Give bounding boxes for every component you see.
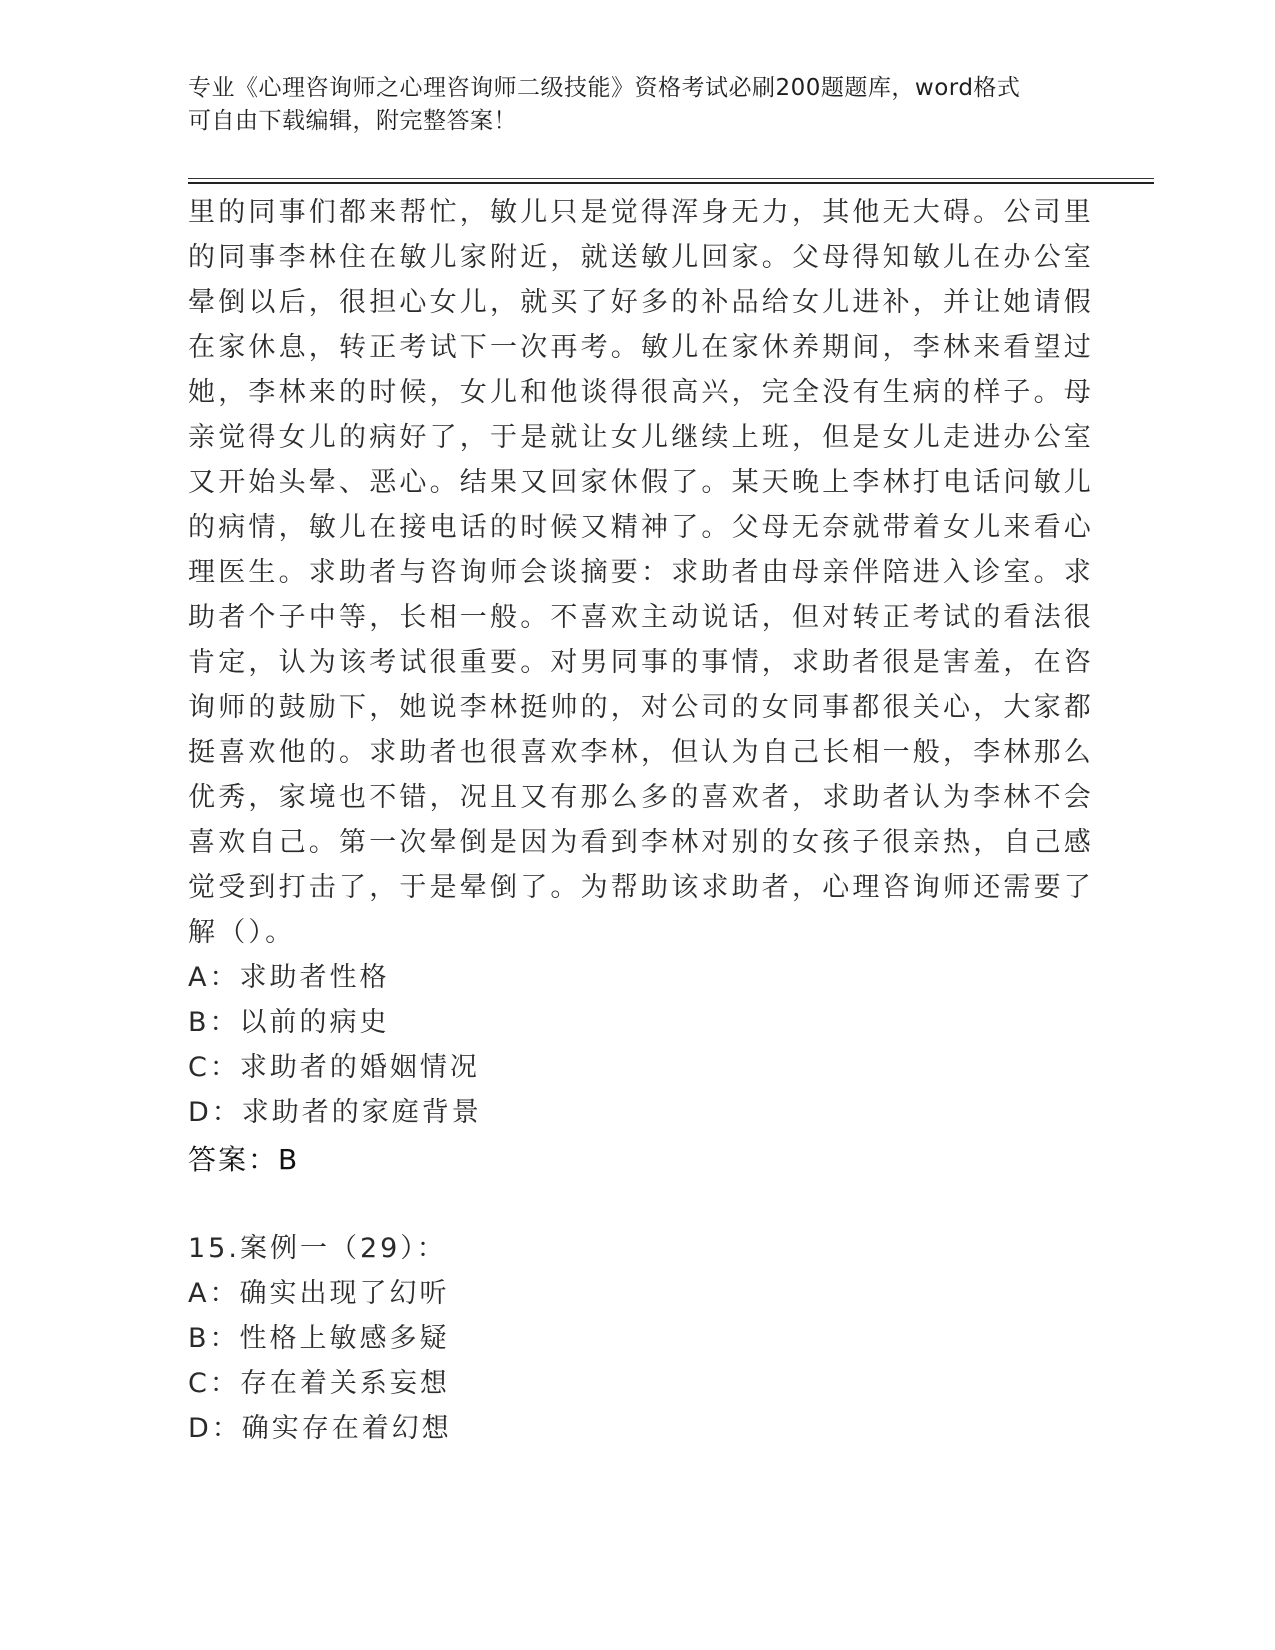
option-b: B：以前的病史 [188, 1007, 390, 1038]
option-d: D：确实存在着幻想 [188, 1413, 452, 1444]
option-a: A：求助者性格 [188, 962, 390, 993]
question-15-title: 15.案例一（29）： [188, 1233, 447, 1264]
stem-line: 的同事李林住在敏儿家附近，就送敏儿回家。父母得知敏儿在办公室 [188, 242, 1094, 273]
header-line-1: 专业《心理咨询师之心理咨询师二级技能》资格考试必刷200题题库，word格式 [188, 75, 1021, 101]
header-divider-thick [188, 182, 1154, 184]
stem-line: 解（）。 [188, 917, 296, 948]
question-14-options [188, 955, 1068, 1135]
stem-line: 亲觉得女儿的病好了，于是就让女儿继续上班，但是女儿走进办公室 [188, 422, 1094, 453]
stem-line: 里的同事们都来帮忙，敏儿只是觉得浑身无力，其他无大碍。公司里 [188, 197, 1094, 228]
question-14-stem [188, 190, 1094, 955]
document-body [188, 190, 1094, 1451]
question-15 [188, 1226, 1068, 1451]
option-a: A：确实出现了幻听 [188, 1278, 450, 1309]
stem-line: 觉受到打击了，于是晕倒了。为帮助该求助者，心理咨询师还需要了 [188, 872, 1094, 903]
header-divider-thin [188, 178, 1154, 179]
stem-line: 优秀，家境也不错，况且又有那么多的喜欢者，求助者认为李林不会 [188, 782, 1094, 813]
stem-line: 的病情，敏儿在接电话的时候又精神了。父母无奈就带着女儿来看心 [188, 512, 1094, 543]
document-header [188, 72, 1068, 138]
stem-line: 挺喜欢他的。求助者也很喜欢李林，但认为自己长相一般，李林那么 [188, 737, 1094, 768]
stem-line: 询师的鼓励下，她说李林挺帅的，对公司的女同事都很关心，大家都 [188, 692, 1094, 723]
header-line-2: 可自由下载编辑，附完整答案！ [188, 108, 517, 134]
answer-label: 答案：B [188, 1143, 300, 1176]
stem-line: 肯定，认为该考试很重要。对男同事的事情，求助者很是害羞，在咨 [188, 647, 1094, 678]
option-b: B：性格上敏感多疑 [188, 1323, 450, 1354]
spacer [188, 1182, 1068, 1226]
stem-line: 理医生。求助者与咨询师会谈摘要：求助者由母亲伴陪进入诊室。求 [188, 557, 1094, 588]
stem-line: 晕倒以后，很担心女儿，就买了好多的补品给女儿进补，并让她请假 [188, 287, 1094, 318]
stem-line: 喜欢自己。第一次晕倒是因为看到李林对别的女孩子很亲热，自己感 [188, 827, 1094, 858]
stem-line: 又开始头晕、恶心。结果又回家休假了。某天晚上李林打电话问敏儿 [188, 467, 1094, 498]
option-d: D：求助者的家庭背景 [188, 1097, 482, 1128]
stem-line: 助者个子中等，长相一般。不喜欢主动说话，但对转正考试的看法很 [188, 602, 1094, 633]
option-c: C：求助者的婚姻情况 [188, 1052, 480, 1083]
stem-line: 她，李林来的时候，女儿和他谈得很高兴，完全没有生病的样子。母 [188, 377, 1094, 408]
option-c: C：存在着关系妄想 [188, 1368, 450, 1399]
stem-line: 在家休息，转正考试下一次再考。敏儿在家休养期间，李林来看望过 [188, 332, 1094, 363]
